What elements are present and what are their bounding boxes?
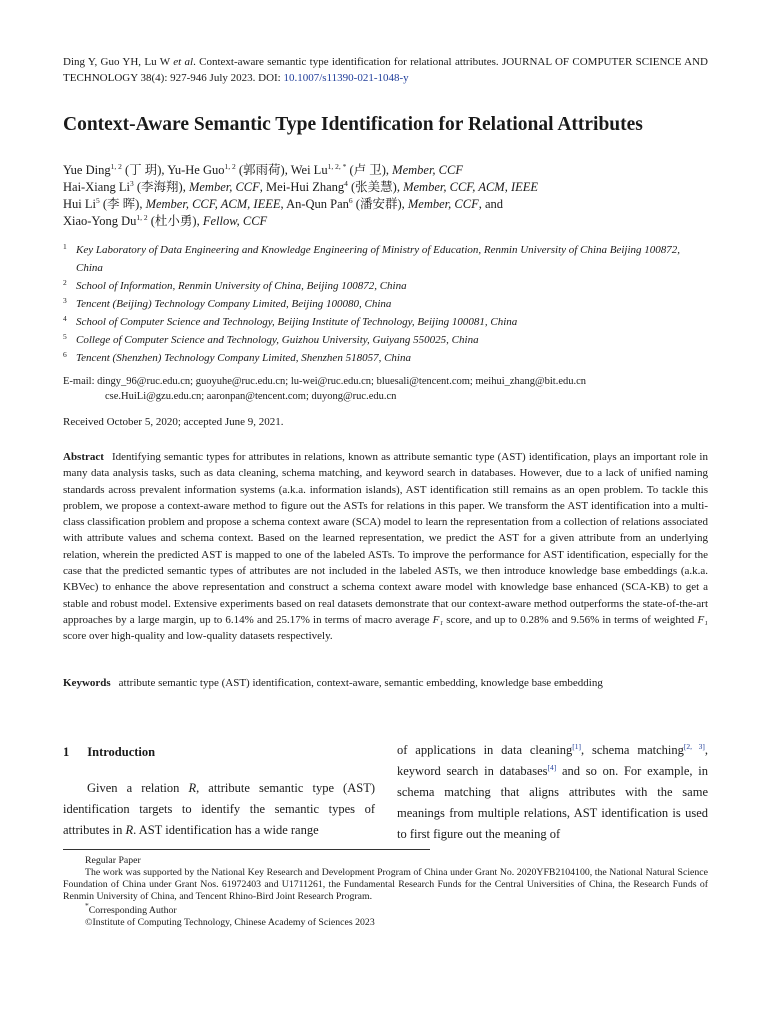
author-chinese-name: (郭雨荷) — [238, 163, 285, 177]
author-affiliation-mark: 1, 2 — [224, 162, 236, 171]
corresponding-mark: * — [85, 901, 89, 910]
author-name: Wei Lu — [290, 163, 328, 177]
abstract-text: Identifying semantic types for attributes in relations, known as attribute semantic type (AST) identification, plays an important role in many data analysis tasks, such as data cleaning, schema matching, and keyword search in databases. However, due to a lack of unified naming standards across prevalent information systems (a.k.a. information islands), AST identification still remains as an open problem. To tackle this problem, we propose a context-aware method to figure out the ASTs for relations in this paper. We transform the AST identification into a multi-class classification problem and propose a schema context aware (SCA) model to learn the representation from a collection of relations associated with attribute values and schema context. Based on the learned representation, we predict the AST for a given attribute from an underlying relation, wherein the predicted AST is mapped to one of the labeled ASTs. To improve the performance for AST identification, especially for the case that the predicted semantic types of attributes are not included in the labeled ASTs, we then introduce knowledge base embeddings (a.k.a. KBVec) to enhance the above representation and construct a schema context aware model with knowledge base enhanced (SCA-KB) to get a stable and robust model. Extensive experiments based on real datasets demonstrate that our context-aware method outperforms the state-of-the-art approaches by a large margin, up to 6.14% and 25.17% in terms of macro average — [63, 451, 708, 626]
author-name: Yue Ding — [63, 163, 111, 177]
author-affiliation-mark: 1, 2 — [110, 162, 122, 171]
author-role: Fellow, CCF — [202, 214, 268, 228]
email-line[interactable]: E-mail: dingy_96@ruc.edu.cn; guoyuhe@ruc.edu.cn; lu-wei@ruc.edu.cn; bluesali@tencent.com; meihui_zhang@bit.edu.cn — [63, 376, 587, 387]
author-affiliation-mark: 3 — [130, 179, 134, 188]
citation-details: . Context-aware semantic type identification for relational attributes. JOURNAL OF COMPUTER SCIENCE AND TECHNOLOGY 38(4): 927-946 July 2023. DOI: — [63, 56, 709, 84]
citation-authors: Ding Y, Guo YH, Lu W — [63, 56, 170, 68]
affiliation-number: 4 — [63, 314, 67, 323]
affiliation-text: Key Laboratory of Data Engineering and Knowledge Engineering of Ministry of Education, Renmin University of China Beijing 100872, China — [76, 244, 681, 274]
section-title: Introduction — [87, 745, 156, 759]
affiliation-number: 2 — [63, 278, 67, 287]
author-role: Member, CCF, ACM, IEEE — [145, 197, 281, 211]
affiliation-text: College of Computer Science and Technology, Guizhou University, Guiyang 550025, China — [76, 334, 479, 346]
keywords — [63, 675, 708, 691]
body-text: , keyword search in databases — [397, 743, 709, 778]
affiliation-item — [63, 331, 703, 349]
paper-title: Context-Aware Semantic Type Identification for Relational Attributes — [63, 114, 643, 135]
abstract-text: score, and up to 0.28% and 9.56% in terms of weighted — [443, 613, 698, 626]
author-affiliation-mark: 1, 2, * — [327, 162, 347, 171]
author-chinese-name: (卢 卫) — [349, 163, 386, 177]
body-text: . AST identification has a wide range — [133, 823, 319, 837]
affiliation-item — [63, 349, 703, 367]
section-heading — [63, 745, 155, 760]
abstract-text: score over high-quality and low-quality datasets respectively. — [63, 630, 333, 643]
citation-etal: et al — [173, 56, 194, 68]
math-symbol: R — [188, 781, 197, 795]
author-affiliation-mark: 5 — [95, 196, 100, 205]
author-chinese-name: (潘安群) — [355, 197, 402, 211]
footnote-divider — [63, 849, 430, 850]
email-line[interactable]: cse.HuiLi@gzu.edu.cn; aaronpan@tencent.com; duyong@ruc.edu.cn — [105, 391, 397, 402]
affiliation-number: 5 — [63, 332, 67, 341]
math-symbol: F₁ — [697, 613, 708, 626]
author-name: Hui Li — [63, 197, 96, 211]
intro-paragraph-left — [63, 778, 375, 841]
author-chinese-name: (李海翔) — [136, 180, 183, 194]
corresponding-text: Corresponding Author — [88, 905, 177, 916]
keywords-text: attribute semantic type (AST) identification, context-aware, semantic embedding, knowledge base embedding — [118, 677, 603, 689]
affiliation-item — [63, 277, 703, 295]
math-symbol: R — [125, 823, 134, 837]
abstract — [63, 449, 708, 645]
affiliation-text: School of Information, Renmin University of China, Beijing 100872, China — [76, 280, 407, 292]
corresponding-note — [63, 901, 708, 917]
footnotes — [63, 855, 708, 929]
author-name: Xiao-Yong Du — [63, 214, 137, 228]
reference-link[interactable]: [1] — [572, 742, 581, 751]
paper-type: Regular Paper — [85, 855, 141, 866]
author-list: Yue Ding$^{1, 2}$ (丁 玥), Yu-He Guo$^{1, 2}$ (郭雨荷), Wei $Lu^{1, 2, *}$ (卢 卫), Member, CCF Hai-Xiang Li$^3$ (李海翔), Member, CCF, Mei-Hui Zhang$^4$ (张美慧), Member, CCF, ACM, IEEE Hui Li$^5$ (李 晖), Member, CCF, ACM, IEEE, An-Qun Pan$^6$ (潘安群), Member, CCF, and Xiao-Yong Du$^{1, 2}$ (杜小勇), Fellow, CCF — [63, 162, 539, 228]
math-symbol: F₁ — [432, 613, 444, 626]
body-text: of applications in data cleaning — [397, 743, 573, 757]
author-affiliation-mark: 1, 2 — [136, 213, 148, 222]
copyright-note: ©Institute of Computing Technology, Chinese Academy of Sciences 2023 — [85, 917, 375, 928]
affiliation-number: 1 — [63, 242, 67, 251]
affiliation-number: 6 — [63, 350, 67, 359]
body-text: and so on. For example, in schema matching that aligns attributes with the same meanings from multiple relations, AST identification is used to first figure out the meaning of — [397, 764, 709, 841]
author-name: An-Qun Pan — [286, 197, 349, 211]
affiliation-text: School of Computer Science and Technology, Beijing Institute of Technology, Beijing 100081, China — [76, 316, 518, 328]
affiliation-list — [63, 241, 703, 367]
doi-link[interactable]: 10.1007/s11390-021-1048-y — [283, 72, 409, 84]
author-name: Mei-Hui Zhang — [266, 180, 345, 194]
author-chinese-name: (丁 玥) — [124, 163, 162, 177]
body-text: Given a relation — [87, 781, 189, 795]
author-name: Hai-Xiang Li — [63, 180, 130, 194]
email-block — [63, 374, 723, 404]
section-number: 1 — [63, 745, 70, 759]
affiliation-text: Tencent (Shenzhen) Technology Company Limited, Shenzhen 518057, China — [76, 352, 411, 364]
reference-link[interactable]: [2, 3] — [683, 742, 705, 751]
author-affiliation-mark: 4 — [344, 179, 348, 188]
affiliation-text: Tencent (Beijing) Technology Company Limited, Beijing 100080, China — [76, 298, 392, 310]
citation-line — [63, 54, 708, 86]
author-name: Yu-He Guo — [167, 163, 225, 177]
keywords-label: Keywords — [63, 677, 111, 689]
affiliation-item — [63, 295, 703, 313]
reference-link[interactable]: [4] — [547, 763, 557, 772]
author-conjunction: and — [484, 197, 504, 211]
body-text: , attribute semantic type (AST) identification targets to identify the semantic types of attributes in — [63, 781, 375, 837]
funding-note: The work was supported by the National Key Research and Development Program of China under Grant No. 2020YFB2104100, the National Natural Science Foundation of China under Grant Nos. 61972403 and U1711261, the Fundamental Research Funds for the Central Universities of China, the Research Funds of Renmin University of China, and Tencent Rhino-Bird Joint Research Program. — [63, 867, 708, 902]
author-chinese-name: (张美慧) — [351, 180, 397, 194]
author-role: Member, CCF — [392, 163, 463, 177]
intro-paragraph-right — [397, 740, 708, 845]
body-text: , schema matching — [580, 743, 684, 757]
author-chinese-name: (杜小勇) — [150, 214, 197, 228]
author-role: Member, CCF — [188, 180, 260, 194]
received-date: Received October 5, 2020; accepted June 9, 2021. — [63, 416, 284, 428]
author-role: Member, CCF, ACM, IEEE — [403, 180, 539, 194]
author-chinese-name: (李 晖) — [102, 197, 140, 211]
author-affiliation-mark: 6 — [348, 196, 353, 205]
affiliation-number: 3 — [63, 296, 67, 305]
abstract-label: Abstract — [63, 451, 104, 463]
affiliation-item — [63, 241, 703, 277]
affiliation-item — [63, 313, 703, 331]
author-role: Member, CCF — [407, 197, 479, 211]
